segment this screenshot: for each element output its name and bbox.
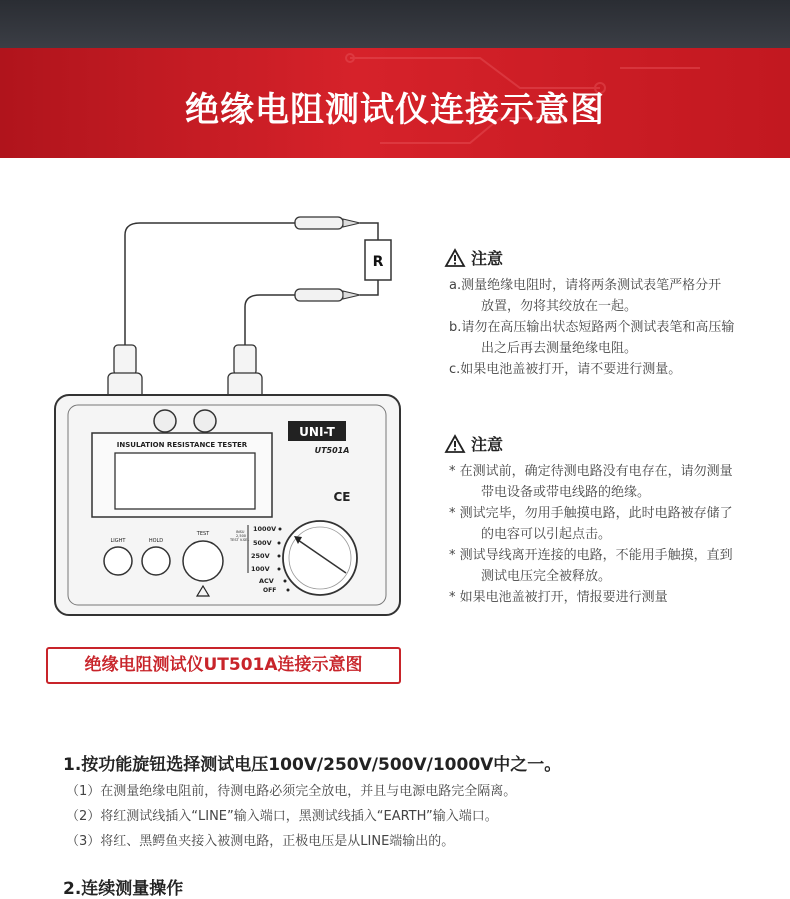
hold-button (142, 547, 170, 575)
note-item: * 测试完毕，勿用手触摸电路，此时电路被存储了 的电容可以引起点击。 (449, 506, 733, 542)
ce-mark: CE (333, 490, 351, 504)
step1-title: 1.按功能旋钮选择测试电压100V/250V/500V/1000V中之一。 (63, 755, 562, 775)
dial-pos-100v: 100V (251, 565, 270, 573)
note-item: a.测量绝缘电阻时，请将两条测试表笔严格分开 放置，勿将其绞放在一起。 (449, 278, 722, 314)
dial-pos-500v: 500V (253, 539, 272, 547)
button-label-test: TEST (196, 531, 210, 537)
step1-line: （2）将红测试线插入“LINE”输入端口，黑测试线插入“EARTH”输入端口。 (66, 809, 498, 824)
top-dark-strip (0, 0, 790, 48)
step1-line: （3）将红、黑鳄鱼夹接入被测电路，正极电压是从LINE端输出的。 (66, 834, 455, 849)
banner-title: 绝缘电阻测试仪连接示意图 (185, 90, 605, 130)
note-title: 注意 (471, 435, 504, 454)
step2-title: 2.连续测量操作 (63, 879, 184, 899)
dial-small-2: 2,500 (236, 534, 247, 538)
note-title: 注意 (471, 249, 504, 268)
model-text: UT501A (314, 446, 350, 455)
dial-pos-acv: ACV (259, 577, 274, 585)
test-button (183, 541, 223, 581)
jack-1 (154, 410, 176, 432)
note-item: b.请勿在高压输出状态短路两个测试表笔和高压输 出之后再去测量绝缘电阻。 (449, 320, 735, 356)
dial-small-3: TEST V.SEL (230, 538, 250, 542)
note-item: * 在测试前，确定待测电路没有电存在，请勿测量 带电设备或带电线路的绝缘。 (449, 464, 733, 500)
resistor-label: R (372, 254, 384, 270)
lcd-screen (115, 453, 255, 509)
note-item: * 如果电池盖被打开，情报要进行测量 (449, 590, 668, 605)
brand-text: UNI-T (299, 425, 335, 439)
dial-pos-250v: 250V (251, 552, 270, 560)
note-item: * 测试导线离开连接的电路，不能用手触摸，直到 测试电压完全被释放。 (449, 548, 733, 584)
warning-icon (445, 249, 465, 267)
jack-2 (194, 410, 216, 432)
button-label-hold: HOLD (148, 538, 164, 544)
warning-icon (445, 435, 465, 453)
probe-top (295, 217, 360, 229)
tester-illustration (50, 195, 410, 625)
probe-bottom (295, 289, 360, 301)
button-label-light: LIGHT (110, 538, 126, 544)
diagram-caption: 绝缘电阻测试仪UT501A连接示意图 (46, 647, 401, 684)
note-block-2 (445, 432, 765, 608)
panel-label: INSULATION RESISTANCE TESTER (116, 441, 248, 449)
rotary-dial (283, 521, 357, 595)
dial-small-1: INSU (236, 530, 245, 534)
note-item: c.如果电池盖被打开，请不要进行测量。 (449, 362, 682, 377)
light-button (104, 547, 132, 575)
dial-pos-1000v: 1000V (253, 525, 277, 533)
step1-line: （1）在测量绝缘电阻前，待测电路必须完全放电，并且与电源电路完全隔离。 (66, 784, 517, 799)
note-block-1 (445, 246, 765, 380)
dial-pos-off: OFF (263, 587, 277, 594)
title-banner (0, 48, 790, 158)
